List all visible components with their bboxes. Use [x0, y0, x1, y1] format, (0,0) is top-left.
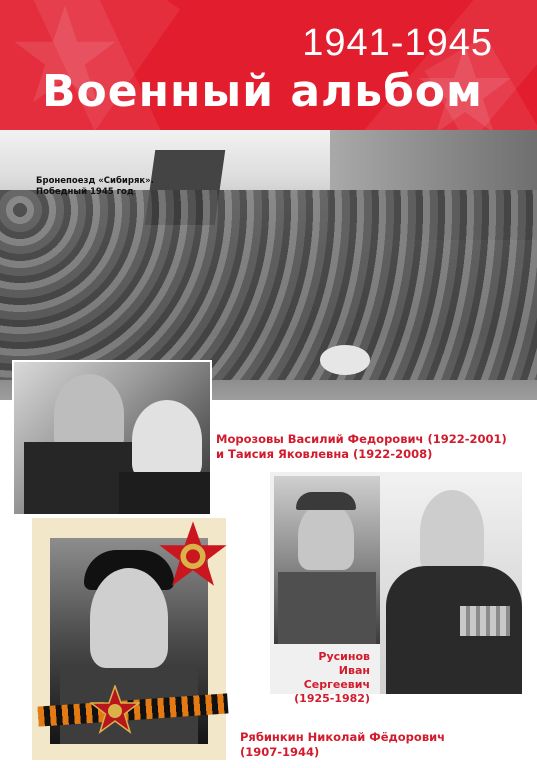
woman-dress	[119, 472, 212, 516]
man-uniform	[24, 442, 134, 516]
caption-line: Русинов	[318, 650, 370, 663]
header-banner	[0, 0, 537, 130]
caption-line: (1907-1944)	[240, 745, 320, 759]
caption-line: Бронепоезд «Сибиряк».	[36, 176, 154, 186]
caption-line: Морозовы Василий Федорович (1922-2001)	[216, 432, 507, 446]
face	[90, 568, 168, 668]
armored-train-caption	[36, 176, 154, 198]
caption-line: (1925-1982)	[294, 692, 370, 705]
years-range: 1941-1945	[302, 22, 493, 64]
order-star-icon	[158, 520, 228, 590]
rusinov-young-photo	[274, 476, 380, 644]
soldiers-crowd	[0, 190, 537, 380]
rusinov-elder-photo	[380, 476, 522, 694]
rusinov-caption	[270, 650, 370, 706]
flowers	[320, 345, 370, 375]
red-star-order-icon	[90, 685, 140, 735]
medals-row	[460, 606, 510, 636]
caption-line: Победный 1945 год	[36, 187, 134, 197]
young-cap	[296, 492, 356, 510]
young-face	[298, 502, 354, 570]
woman-portrait	[132, 400, 202, 480]
morozov-couple-photo	[12, 360, 212, 516]
young-uniform	[278, 572, 376, 644]
caption-line: Сергеевич	[303, 678, 370, 691]
morozov-caption	[216, 432, 507, 462]
caption-line: Рябинкин Николай Фёдорович	[240, 730, 446, 744]
ryabinkin-caption	[240, 730, 445, 760]
page-title: Военный альбом	[42, 66, 484, 117]
caption-line: Иван	[338, 664, 370, 677]
caption-line: и Таисия Яковлевна (1922-2008)	[216, 447, 433, 461]
elder-face	[420, 490, 484, 574]
